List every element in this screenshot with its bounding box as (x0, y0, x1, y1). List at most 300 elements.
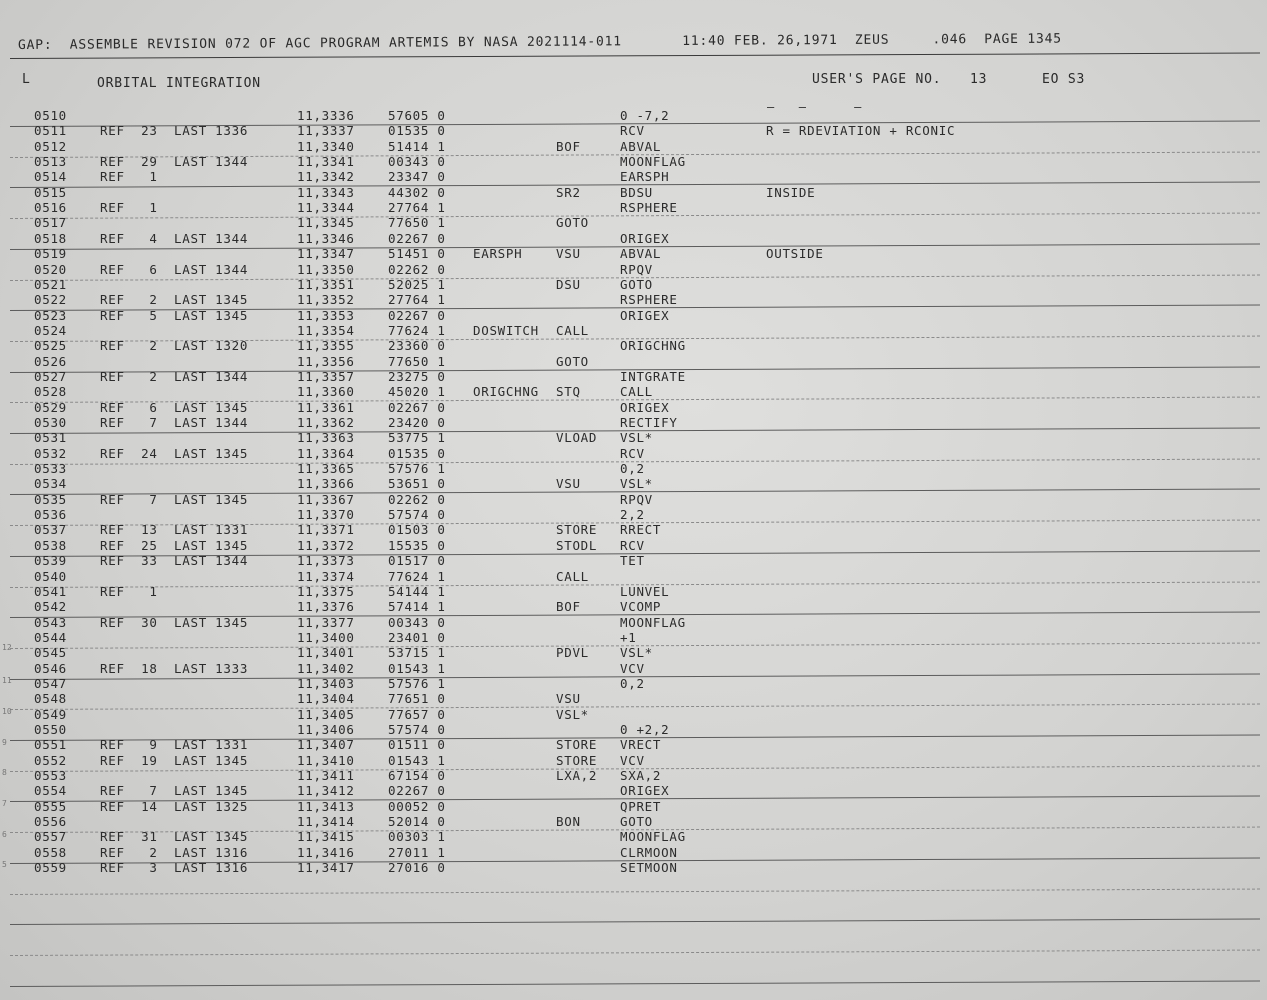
row-line: 0519 (34, 246, 67, 262)
row-loc: 11,3357 (297, 368, 355, 384)
row-opd: VCV (620, 752, 645, 768)
row-line: 0553 (34, 768, 67, 784)
paper-rule (10, 919, 1260, 925)
row-oct: 77650 1 (388, 353, 446, 369)
page-number: PAGE 1345 (984, 31, 1062, 48)
row-loc: 11,3337 (297, 123, 355, 139)
row-oct: 51414 1 (388, 138, 446, 154)
listing-row (0, 569, 1267, 584)
row-loc: 11,3353 (297, 307, 355, 323)
margin-mark: 8 (2, 768, 7, 777)
row-opd: RCV (620, 445, 645, 461)
row-op: VSU (556, 691, 581, 707)
row-oct: 00343 0 (388, 154, 446, 170)
listing-row (0, 768, 1267, 783)
row-op: GOTO (556, 215, 589, 231)
listing-row (0, 185, 1267, 200)
row-ref: REF 2 LAST 1345 (100, 292, 249, 308)
row-ref: REF 14 LAST 1325 (100, 798, 249, 814)
row-loc: 11,3363 (297, 430, 355, 446)
row-opd: LUNVEL (620, 583, 670, 599)
row-line: 0557 (34, 829, 67, 845)
paper-rule (10, 980, 1260, 986)
margin-mark: 10 (2, 707, 12, 716)
listing-row (0, 369, 1267, 384)
row-oct: 01535 0 (388, 123, 446, 139)
row-oct: 01543 1 (388, 660, 446, 676)
row-line: 0521 (34, 276, 67, 292)
listing-row (0, 400, 1267, 415)
row-oct: 67154 0 (388, 768, 446, 784)
row-ref: REF 13 LAST 1331 (100, 522, 249, 538)
listing-row (0, 415, 1267, 430)
row-oct: 23401 0 (388, 629, 446, 645)
row-oct: 57574 0 (388, 507, 446, 523)
row-ref: REF 18 LAST 1333 (100, 660, 249, 676)
row-line: 0541 (34, 583, 67, 599)
listing-row (0, 645, 1267, 660)
row-ref: REF 24 LAST 1345 (100, 445, 249, 461)
row-oct: 54144 1 (388, 583, 446, 599)
row-loc: 11,3417 (297, 860, 355, 876)
row-op: BOF (556, 138, 581, 154)
row-oct: 27011 1 (388, 844, 446, 860)
row-oct: 23347 0 (388, 169, 446, 185)
row-oct: 57414 1 (388, 599, 446, 615)
row-line: 0539 (34, 553, 67, 569)
row-loc: 11,3341 (297, 154, 355, 170)
row-oct: 02267 0 (388, 783, 446, 799)
row-opd: SXA,2 (620, 768, 662, 784)
listing-row (0, 154, 1267, 169)
paper-rule (10, 949, 1260, 955)
row-line: 0555 (34, 798, 67, 814)
margin-mark: 12 (2, 643, 12, 652)
row-opd: MOONFLAG (620, 614, 686, 630)
row-line: 0548 (34, 691, 67, 707)
row-opd: VCOMP (620, 599, 662, 615)
row-oct: 77657 0 (388, 706, 446, 722)
row-op: PDVL (556, 645, 589, 661)
row-op: GOTO (556, 353, 589, 369)
row-opd: RPQV (620, 491, 653, 507)
row-oct: 52014 0 (388, 814, 446, 830)
row-line: 0550 (34, 722, 67, 737)
row-ref: REF 1 (100, 200, 158, 216)
listing-header (18, 32, 1062, 53)
vector-overbars: — — — (767, 100, 863, 114)
row-oct: 23275 0 (388, 368, 446, 384)
row-opd: 2,2 (620, 507, 645, 523)
row-oct: 57576 1 (388, 675, 446, 691)
row-line: 0538 (34, 537, 67, 553)
listing-row (0, 829, 1267, 844)
row-line: 0556 (34, 814, 67, 830)
row-loc: 11,3346 (297, 230, 355, 246)
listing-row (0, 476, 1267, 491)
row-oct: 57605 0 (388, 108, 446, 123)
row-ref: REF 25 LAST 1345 (100, 537, 249, 553)
row-line: 0530 (34, 415, 67, 430)
row-opd: QPRET (620, 798, 662, 814)
row-line: 0535 (34, 491, 67, 507)
row-line: 0546 (34, 660, 67, 676)
row-oct: 53651 0 (388, 476, 446, 492)
row-tag: ORIGCHNG (473, 384, 539, 400)
row-loc: 11,3405 (297, 706, 355, 722)
row-loc: 11,3342 (297, 169, 355, 185)
row-line: 0513 (34, 154, 67, 170)
row-oct: 02262 0 (388, 491, 446, 507)
row-loc: 11,3376 (297, 599, 355, 615)
row-ref: REF 6 LAST 1344 (100, 261, 249, 277)
row-loc: 11,3375 (297, 583, 355, 599)
row-line: 0522 (34, 292, 67, 308)
listing-row (0, 783, 1267, 798)
row-line: 0520 (34, 261, 67, 277)
row-oct: 01503 0 (388, 522, 446, 538)
margin-mark: 6 (2, 830, 7, 839)
row-opd: RECTIFY (620, 415, 678, 430)
listing-row (0, 691, 1267, 706)
row-loc: 11,3411 (297, 768, 355, 784)
row-oct: 00343 0 (388, 614, 446, 630)
row-loc: 11,3361 (297, 399, 355, 415)
row-opd: GOTO (620, 276, 653, 292)
row-opd: BDSU (620, 184, 653, 200)
row-opd: RSPHERE (620, 200, 678, 216)
listing-row (0, 538, 1267, 553)
listing-row (0, 860, 1267, 875)
row-opd: VRECT (620, 737, 662, 753)
row-loc: 11,3360 (297, 384, 355, 400)
row-ref: REF 30 LAST 1345 (100, 614, 249, 630)
row-oct: 77650 1 (388, 215, 446, 231)
row-oct: 57574 0 (388, 722, 446, 737)
listing-row (0, 753, 1267, 768)
margin-mark: 11 (2, 676, 12, 685)
listing-row (0, 446, 1267, 461)
row-line: 0523 (34, 307, 67, 323)
row-line: 0552 (34, 752, 67, 768)
row-op: STORE (556, 737, 598, 753)
row-loc: 11,3355 (297, 338, 355, 354)
row-opd: ABVAL (620, 138, 662, 154)
row-op: SR2 (556, 184, 581, 200)
row-opd: VSL* (620, 476, 653, 492)
listing-row (0, 615, 1267, 630)
row-oct: 51451 0 (388, 246, 446, 262)
row-loc: 11,3372 (297, 537, 355, 553)
listing-row (0, 845, 1267, 860)
row-op: CALL (556, 568, 589, 584)
listing-row (0, 430, 1267, 445)
row-line: 0517 (34, 215, 67, 231)
listing-row (0, 277, 1267, 292)
row-ref: REF 5 LAST 1345 (100, 307, 249, 323)
listing-row (0, 323, 1267, 338)
row-loc: 11,3343 (297, 184, 355, 200)
row-op: STODL (556, 537, 598, 553)
row-loc: 11,3413 (297, 798, 355, 814)
row-line: 0547 (34, 675, 67, 691)
row-tag: EARSPH (473, 246, 523, 262)
row-opd: RCV (620, 537, 645, 553)
row-op: STORE (556, 752, 598, 768)
row-opd: 0 -7,2 (620, 108, 670, 123)
listing-row (0, 522, 1267, 537)
row-loc: 11,3344 (297, 200, 355, 216)
listing-row (0, 676, 1267, 691)
row-line: 0525 (34, 338, 67, 354)
row-opd: GOTO (620, 814, 653, 830)
row-oct: 01511 0 (388, 737, 446, 753)
listing-row (0, 492, 1267, 507)
row-opd: TET (620, 553, 645, 569)
row-opd: RRECT (620, 522, 662, 538)
row-loc: 11,3377 (297, 614, 355, 630)
row-op: VSL* (556, 706, 589, 722)
row-line: 0512 (34, 138, 67, 154)
row-oct: 00052 0 (388, 798, 446, 814)
row-loc: 11,3365 (297, 461, 355, 477)
row-line: 0542 (34, 599, 67, 615)
row-oct: 77624 1 (388, 322, 446, 338)
listing-row (0, 108, 1267, 123)
row-line: 0559 (34, 860, 67, 876)
eo-label: EO S3 (1042, 72, 1086, 87)
row-oct: 53715 1 (388, 645, 446, 661)
row-loc: 11,3367 (297, 491, 355, 507)
listing-row (0, 231, 1267, 246)
row-op: VSU (556, 476, 581, 492)
listing-row (0, 354, 1267, 369)
row-opd: 0 +2,2 (620, 722, 670, 737)
header-rule (10, 53, 1260, 59)
row-opd: 0,2 (620, 461, 645, 477)
row-opd: MOONFLAG (620, 154, 686, 170)
row-ref: REF 7 LAST 1345 (100, 491, 249, 507)
row-line: 0543 (34, 614, 67, 630)
row-loc: 11,3374 (297, 568, 355, 584)
row-oct: 52025 1 (388, 276, 446, 292)
row-opd: CLRMOON (620, 844, 678, 860)
row-opd: CALL (620, 384, 653, 400)
row-oct: 00303 1 (388, 829, 446, 845)
row-oct: 02267 0 (388, 230, 446, 246)
row-opd: INTGRATE (620, 368, 686, 384)
row-loc: 11,3370 (297, 507, 355, 523)
assembly-user: ZEUS (854, 32, 890, 48)
row-line: 0554 (34, 783, 67, 799)
row-oct: 53775 1 (388, 430, 446, 446)
row-loc: 11,3371 (297, 522, 355, 538)
margin-mark: 7 (2, 799, 7, 808)
row-op: LXA,2 (556, 768, 598, 784)
listing-row (0, 169, 1267, 184)
margin-mark: 5 (2, 860, 7, 869)
listing-row (0, 461, 1267, 476)
listing-row (0, 814, 1267, 829)
row-loc: 11,3414 (297, 814, 355, 830)
row-line: 0524 (34, 322, 67, 338)
row-loc: 11,3364 (297, 445, 355, 461)
row-opd: EARSPH (620, 169, 670, 185)
row-op: STORE (556, 522, 598, 538)
listing-row (0, 123, 1267, 138)
row-opd: VSL* (620, 645, 653, 661)
row-opd: 0,2 (620, 675, 645, 691)
row-loc: 11,3356 (297, 353, 355, 369)
row-line: 0532 (34, 445, 67, 461)
row-op: CALL (556, 322, 589, 338)
listing-row (0, 507, 1267, 522)
listing-row (0, 630, 1267, 645)
row-oct: 27764 1 (388, 200, 446, 216)
listing-row (0, 215, 1267, 230)
listing-row (0, 292, 1267, 307)
row-loc: 11,3401 (297, 645, 355, 661)
row-oct: 77651 0 (388, 691, 446, 707)
row-oct: 01543 1 (388, 752, 446, 768)
row-loc: 11,3352 (297, 292, 355, 308)
section-title: ORBITAL INTEGRATION (97, 76, 261, 91)
row-opd: VCV (620, 660, 645, 676)
row-opd: SETMOON (620, 860, 678, 876)
row-oct: 27016 0 (388, 860, 446, 876)
row-line: 0540 (34, 568, 67, 584)
row-opd: ORIGEX (620, 783, 670, 799)
row-op: BOF (556, 599, 581, 615)
listing-row (0, 799, 1267, 814)
listing-row (0, 262, 1267, 277)
row-loc: 11,3400 (297, 629, 355, 645)
assembly-timestamp: 11:40 FEB. 26,1971 (682, 32, 838, 49)
row-oct: 45020 1 (388, 384, 446, 400)
listing-row (0, 246, 1267, 261)
row-oct: 01517 0 (388, 553, 446, 569)
listing-row (0, 139, 1267, 154)
row-line: 0549 (34, 706, 67, 722)
row-oct: 23360 0 (388, 338, 446, 354)
listing-row (0, 737, 1267, 752)
margin-mark: 9 (2, 738, 7, 747)
listing-row (0, 308, 1267, 323)
row-ref: REF 4 LAST 1344 (100, 230, 249, 246)
row-oct: 77624 1 (388, 568, 446, 584)
row-opd: ORIGEX (620, 307, 670, 323)
users-page-label: USER'S PAGE NO. (812, 72, 942, 87)
row-loc: 11,3366 (297, 476, 355, 492)
row-ref: REF 9 LAST 1331 (100, 737, 249, 753)
row-op: STQ (556, 384, 581, 400)
row-line: 0551 (34, 737, 67, 753)
row-loc: 11,3410 (297, 752, 355, 768)
row-ref: REF 31 LAST 1345 (100, 829, 249, 845)
row-oct: 44302 0 (388, 184, 446, 200)
row-op: DSU (556, 276, 581, 292)
row-loc: 11,3406 (297, 722, 355, 737)
listing-row (0, 553, 1267, 568)
row-line: 0529 (34, 399, 67, 415)
row-loc: 11,3345 (297, 215, 355, 231)
row-line: 0536 (34, 507, 67, 523)
assembly-version: .046 (932, 32, 968, 48)
row-line: 0537 (34, 522, 67, 538)
listing-row (0, 661, 1267, 676)
row-ref: REF 23 LAST 1336 (100, 123, 249, 139)
row-line: 0534 (34, 476, 67, 492)
row-line: 0514 (34, 169, 67, 185)
row-loc: 11,3350 (297, 261, 355, 277)
row-oct: 15535 0 (388, 537, 446, 553)
row-loc: 11,3362 (297, 415, 355, 430)
row-ref: REF 1 (100, 169, 158, 185)
row-op: VSU (556, 246, 581, 262)
row-line: 0527 (34, 368, 67, 384)
row-com: INSIDE (766, 184, 816, 200)
row-loc: 11,3354 (297, 322, 355, 338)
row-opd: RCV (620, 123, 645, 139)
row-opd: +1 (620, 629, 637, 645)
row-op: VLOAD (556, 430, 598, 446)
listing-row (0, 200, 1267, 215)
row-line: 0510 (34, 108, 67, 123)
row-oct: 27764 1 (388, 292, 446, 308)
row-oct: 01535 0 (388, 445, 446, 461)
row-opd: ABVAL (620, 246, 662, 262)
row-loc: 11,3351 (297, 276, 355, 292)
row-opd: MOONFLAG (620, 829, 686, 845)
row-opd: RSPHERE (620, 292, 678, 308)
users-page-number: 13 (970, 72, 988, 87)
row-oct: 02267 0 (388, 307, 446, 323)
row-line: 0515 (34, 184, 67, 200)
row-opd: VSL* (620, 430, 653, 446)
row-line: 0558 (34, 844, 67, 860)
listing-row (0, 722, 1267, 737)
listing-row (0, 584, 1267, 599)
row-loc: 11,3416 (297, 844, 355, 860)
row-line: 0516 (34, 200, 67, 216)
row-ref: REF 7 LAST 1344 (100, 415, 249, 430)
assembly-title: ASSEMBLE REVISION 072 OF AGC PROGRAM ARTEMIS BY NASA 2021114-011 (69, 34, 622, 53)
row-line: 0544 (34, 629, 67, 645)
row-line: 0545 (34, 645, 67, 661)
paper-rule (10, 888, 1260, 894)
listing-row (0, 599, 1267, 614)
row-line: 0526 (34, 353, 67, 369)
row-line: 0518 (34, 230, 67, 246)
row-ref: REF 7 LAST 1345 (100, 783, 249, 799)
row-loc: 11,3415 (297, 829, 355, 845)
row-opd: RPQV (620, 261, 653, 277)
row-ref: REF 2 LAST 1316 (100, 844, 249, 860)
row-loc: 11,3403 (297, 675, 355, 691)
row-oct: 57576 1 (388, 461, 446, 477)
gap-label: GAP: (17, 37, 53, 53)
row-loc: 11,3340 (297, 138, 355, 154)
row-ref: REF 3 LAST 1316 (100, 860, 249, 876)
row-tag: DOSWITCH (473, 322, 539, 338)
row-ref: REF 2 LAST 1320 (100, 338, 249, 354)
listing-row (0, 338, 1267, 353)
row-opd: ORIGEX (620, 230, 670, 246)
row-loc: 11,3373 (297, 553, 355, 569)
listing-row (0, 384, 1267, 399)
row-opd: ORIGEX (620, 399, 670, 415)
row-oct: 02267 0 (388, 399, 446, 415)
